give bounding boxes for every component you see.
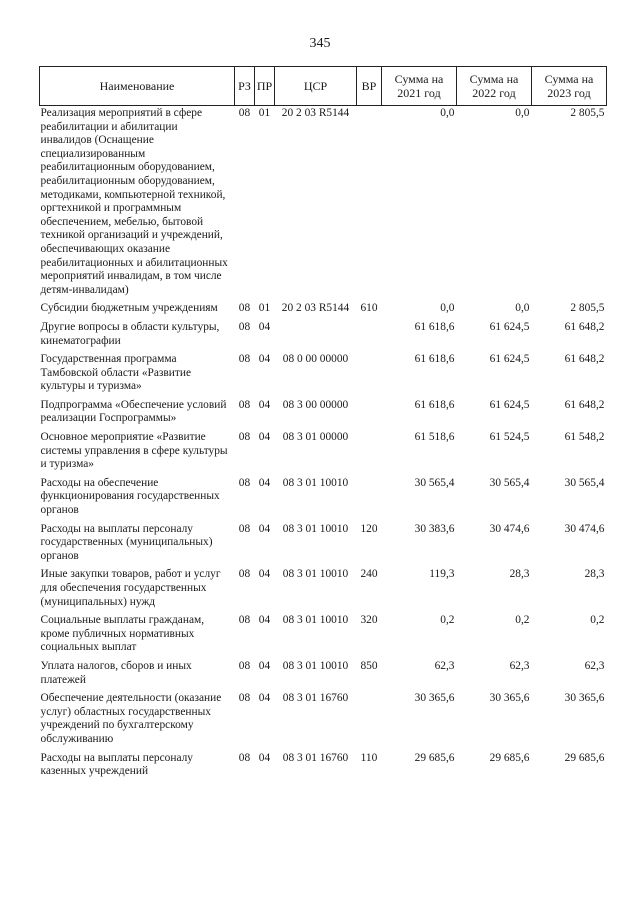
cell-sum-2021: 61 518,6 <box>414 431 455 444</box>
cell-sum-2022: 29 685,6 <box>489 751 530 764</box>
cell-vr: 110 <box>360 751 378 764</box>
cell-sum-2021: 29 685,6 <box>414 751 455 764</box>
cell-sum-2022: 30 474,6 <box>489 522 530 535</box>
table-row <box>40 302 607 321</box>
cell-sum-2021: 0,0 <box>440 107 455 119</box>
cell-csr: 08 3 01 00000 <box>282 431 349 444</box>
budget-table <box>39 66 607 784</box>
table-body <box>40 106 607 784</box>
cell-sum-2023: 62,3 <box>584 659 605 672</box>
cell-vr <box>357 321 382 353</box>
cell-vr <box>357 106 382 303</box>
cell-sum-2022: 61 624,5 <box>489 398 530 411</box>
cell-sum-2022: 61 524,5 <box>489 431 530 444</box>
cell-name: Другие вопросы в области культуры, кинематографии <box>40 320 220 347</box>
cell-rz: 08 <box>238 107 251 119</box>
cell-name: Обеспечение деятельности (оказание услуг) областных государственных учреждений по бухгалтерскому обслуживанию <box>40 692 222 745</box>
table-row <box>40 477 607 523</box>
cell-vr <box>357 353 382 399</box>
cell-rz: 08 <box>238 568 251 581</box>
table-row <box>40 568 607 614</box>
table-row <box>40 752 607 784</box>
cell-pr: 04 <box>258 476 271 489</box>
cell-csr: 08 0 00 00000 <box>282 353 349 366</box>
header-pr: ПР <box>255 67 275 106</box>
cell-vr <box>357 692 382 751</box>
cell-sum-2022: 61 624,5 <box>489 353 530 366</box>
cell-name: Подпрограмма «Обеспечение условий реализации Госпрограммы» <box>40 398 227 425</box>
cell-pr: 04 <box>258 353 271 366</box>
header-sum-2021: Сумма на 2021 год <box>382 67 457 106</box>
table-header-row <box>40 67 607 106</box>
table-row <box>40 614 607 660</box>
cell-sum-2022: 30 365,6 <box>489 692 530 705</box>
cell-sum-2022: 0,2 <box>515 614 530 627</box>
table-row <box>40 431 607 477</box>
page-number: 345 <box>309 36 331 51</box>
cell-rz: 08 <box>238 320 251 333</box>
cell-rz: 08 <box>238 614 251 627</box>
header-name: Наименование <box>40 67 235 106</box>
cell-csr: 08 3 01 16760 <box>282 751 349 764</box>
cell-rz: 08 <box>238 431 251 444</box>
cell-name: Расходы на выплаты персоналу государственных (муниципальных) органов <box>40 522 213 562</box>
cell-sum-2022: 61 624,5 <box>489 320 530 333</box>
cell-sum-2023: 0,2 <box>590 614 605 627</box>
cell-sum-2023: 28,3 <box>584 568 605 581</box>
cell-csr: 20 2 03 R5144 <box>281 302 350 315</box>
cell-name: Расходы на обеспечение функционирования государственных органов <box>40 476 220 517</box>
table-row <box>40 660 607 692</box>
cell-pr: 04 <box>258 751 271 764</box>
cell-vr: 120 <box>360 522 378 535</box>
cell-pr: 04 <box>258 431 271 444</box>
cell-sum-2022: 28,3 <box>509 568 530 581</box>
cell-vr <box>357 399 382 431</box>
cell-sum-2023: 61 548,2 <box>564 431 605 444</box>
cell-pr: 01 <box>258 107 271 119</box>
cell-sum-2021: 30 365,6 <box>414 692 455 705</box>
cell-sum-2023: 2 805,5 <box>570 302 605 315</box>
cell-pr: 04 <box>258 614 271 627</box>
header-rz: РЗ <box>235 67 255 106</box>
cell-sum-2021: 30 383,6 <box>414 522 455 535</box>
cell-name: Субсидии бюджетным учреждениям <box>40 302 218 315</box>
cell-sum-2022: 0,0 <box>515 107 530 119</box>
cell-sum-2022: 30 565,4 <box>489 476 530 489</box>
cell-pr: 04 <box>258 692 271 705</box>
cell-sum-2021: 0,2 <box>440 614 455 627</box>
cell-name: Расходы на выплаты персоналу казенных учреждений <box>40 751 193 778</box>
cell-rz: 08 <box>238 522 251 535</box>
table-row <box>40 321 607 353</box>
cell-rz: 08 <box>238 692 251 705</box>
cell-rz: 08 <box>238 659 251 672</box>
cell-sum-2021: 0,0 <box>440 302 455 315</box>
cell-pr: 04 <box>258 659 271 672</box>
cell-sum-2021: 119,3 <box>429 568 455 581</box>
cell-csr: 08 3 01 10010 <box>282 659 349 672</box>
header-sum-2023: Сумма на 2023 год <box>532 67 607 106</box>
cell-csr <box>275 321 357 353</box>
cell-sum-2021: 30 565,4 <box>414 476 455 489</box>
table-row <box>40 353 607 399</box>
cell-sum-2021: 61 618,6 <box>414 320 455 333</box>
header-csr: ЦСР <box>275 67 357 106</box>
header-sum-2022: Сумма на 2022 год <box>457 67 532 106</box>
cell-vr: 240 <box>360 568 378 581</box>
cell-sum-2023: 61 648,2 <box>564 320 605 333</box>
cell-rz: 08 <box>238 302 251 315</box>
table-row <box>40 106 607 303</box>
cell-sum-2021: 61 618,6 <box>414 398 455 411</box>
cell-sum-2022: 0,0 <box>515 302 530 315</box>
cell-rz: 08 <box>238 476 251 489</box>
cell-rz: 08 <box>238 751 251 764</box>
cell-sum-2023: 61 648,2 <box>564 398 605 411</box>
cell-csr: 08 3 01 10010 <box>282 476 349 489</box>
cell-pr: 04 <box>258 568 271 581</box>
cell-vr: 610 <box>360 302 378 315</box>
cell-vr: 850 <box>360 659 378 672</box>
table-row <box>40 399 607 431</box>
cell-name: Иные закупки товаров, работ и услуг для обеспечения государственных (муниципальных) нужд <box>40 568 221 608</box>
cell-csr: 08 3 01 10010 <box>282 568 349 581</box>
cell-vr <box>357 477 382 523</box>
cell-sum-2023: 30 365,6 <box>564 692 605 705</box>
cell-name: Государственная программа Тамбовской области «Развитие культуры и туризма» <box>40 353 192 393</box>
cell-sum-2023: 61 648,2 <box>564 353 605 366</box>
table-row <box>40 523 607 569</box>
cell-csr: 08 3 01 16760 <box>282 692 349 705</box>
cell-vr: 320 <box>360 614 378 627</box>
cell-sum-2023: 29 685,6 <box>564 751 605 764</box>
cell-rz: 08 <box>238 398 251 411</box>
cell-sum-2021: 61 618,6 <box>414 353 455 366</box>
cell-sum-2022: 62,3 <box>509 659 530 672</box>
cell-pr: 04 <box>258 522 271 535</box>
cell-sum-2023: 30 474,6 <box>564 522 605 535</box>
cell-name: Уплата налогов, сборов и иных платежей <box>40 659 192 686</box>
cell-name: Основное мероприятие «Развитие системы управления в сфере культуры и туризма» <box>40 431 228 471</box>
cell-name: Реализация мероприятий в сфере реабилитации и абилитации инвалидов (Оснащение специализированным реабилитационным оборудованием, реабилитационным оборудованием, методиками, компьютерной техникой, оргтехникой и программным обеспечением, мебелью, бытовой техникой организаций и учреждений, обеспечивающих оказание реабилитационных и абилитационных мероприятий инвалидам, в том числе детям-инвалидам) <box>40 107 228 296</box>
cell-vr <box>357 431 382 477</box>
cell-pr: 04 <box>258 398 271 411</box>
table-row <box>40 692 607 751</box>
cell-csr: 20 2 03 R5144 <box>281 107 350 119</box>
cell-name: Социальные выплаты гражданам, кроме публичных нормативных социальных выплат <box>40 614 205 654</box>
cell-rz: 08 <box>238 353 251 366</box>
header-vr: ВР <box>357 67 382 106</box>
cell-pr: 04 <box>258 320 271 333</box>
cell-csr: 08 3 00 00000 <box>282 398 349 411</box>
cell-sum-2021: 62,3 <box>434 659 455 672</box>
cell-sum-2023: 30 565,4 <box>564 476 605 489</box>
cell-sum-2023: 2 805,5 <box>570 107 605 119</box>
cell-csr: 08 3 01 10010 <box>282 614 349 627</box>
cell-pr: 01 <box>258 302 271 315</box>
cell-csr: 08 3 01 10010 <box>282 522 349 535</box>
